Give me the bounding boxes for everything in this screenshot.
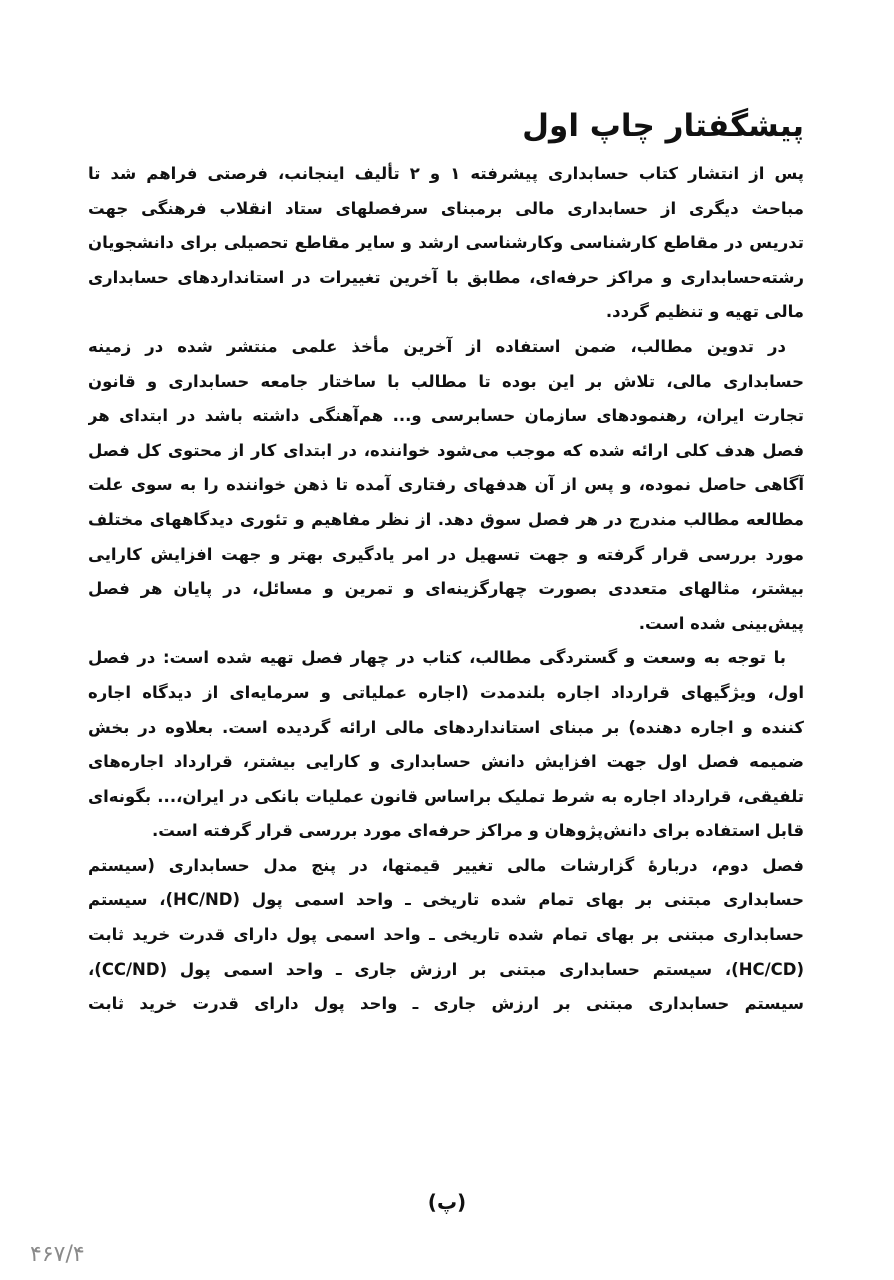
text-line: پیش‌بینی شده است.	[638, 613, 804, 633]
text-line: بیشتر، مثالهای متعددی بصورت چهارگزینه‌ای و تمرین و مسائل، در پایان هر فصل	[88, 579, 804, 599]
text-line: تلفیقی، قرارداد اجاره به شرط تملیک براساس قانون عملیات بانکی در ایران،... بگونه‌ای	[88, 786, 804, 806]
text-line: سیستم حسابداری مبتنی بر ارزش جاری ـ واحد پول دارای قدرت خرید ثابت	[88, 994, 804, 1014]
page-number: (پ)	[427, 1190, 467, 1214]
text-line: ضمیمه فصل اول جهت افزایش دانش حسابداری و کارایی بیشتر، قرارداد اجاره‌های	[88, 752, 804, 772]
text-line: (HC/CD)، سیستم حسابداری مبتنی بر ارزش جاری ـ واحد اسمی پول (CC/ND)،	[88, 959, 804, 979]
page-stamp: ۴۶۷/۴	[30, 1242, 85, 1267]
text-line: فصل هدف کلی ارائه شده که موجب می‌شود خواننده، در ابتدای کار از محتوی کل فصل	[88, 440, 804, 460]
text-line: مورد بررسی قرار گرفته و جهت تسهیل در امر یادگیری بهتر و جهت افزایش کارایی	[88, 544, 804, 564]
text-line: مالی تهیه و تنظیم گردد.	[605, 302, 804, 322]
text-line: کننده و اجاره دهنده) بر مبنای استانداردهای مالی ارائه گردیده است. بعلاوه در بخش	[88, 717, 804, 737]
body-text	[88, 157, 804, 1022]
text-line: پس از انتشار کتاب حسابداری پیشرفته ۱ و ۲ تألیف اینجانب، فرصتی فراهم شد تا	[88, 164, 804, 183]
text-line: فصل دوم، دربارهٔ گزارشات مالی تغییر قیمتها، در پنج مدل حسابداری (سیستم	[88, 855, 804, 875]
text-line: تدریس در مقاطع کارشناسی وکارشناسی ارشد و سایر مقاطع تحصیلی برای دانشجویان	[88, 233, 804, 253]
text-line: تجارت ایران، رهنمودهای سازمان حسابرسی و... هم‌آهنگی داشته باشد در ابتدای هر	[88, 406, 804, 426]
text-line: حسابداری مبتنی بر بهای تمام شده تاریخی ـ واحد اسمی پول (HC/ND)، سیستم	[88, 890, 804, 910]
text-line: قابل استفاده برای دانش‌پژوهان و مراکز حرفه‌ای مورد بررسی قرار گرفته است.	[152, 821, 804, 841]
text-line: حسابداری مبتنی بر بهای تمام شده تاریخی ـ واحد اسمی پول دارای قدرت خرید ثابت	[88, 925, 804, 945]
text-line: رشته‌حسابداری و مراکز حرفه‌ای، مطابق با آخرین تغییرات در استانداردهای حسابداری	[88, 267, 804, 287]
text-line: با توجه به وسعت و گستردگی مطالب، کتاب در چهار فصل تهیه شده است: در فصل	[88, 648, 786, 668]
text-line: آگاهی حاصل نموده، و پس از آن هدفهای رفتاری آمده تا ذهن خواننده را به سوی علت	[88, 475, 804, 495]
text-line: در تدوین مطالب، ضمن استفاده از آخرین مأخذ علمی منتشر شده در زمینه	[88, 336, 786, 356]
text-line: مباحث دیگری از حسابداری مالی برمبنای سرفصلهای ستاد انقلاب فرهنگی جهت	[88, 198, 804, 218]
text-line: حسابداری مالی، تلاش بر این بوده تا مطالب با ساختار جامعه حسابداری و قانون	[88, 371, 804, 391]
text-line: اول، ویژگیهای قرارداد اجاره بلندمدت (اجاره عملیاتی و سرمایه‌ای از دیدگاه اجاره	[88, 682, 804, 702]
page-title: پیشگفتار چاپ اول	[522, 108, 804, 144]
text-line: مطالعه مطالب مندرج در هر فصل سوق دهد. از نظر مفاهیم و تئوری دیدگاههای مختلف	[88, 509, 804, 529]
